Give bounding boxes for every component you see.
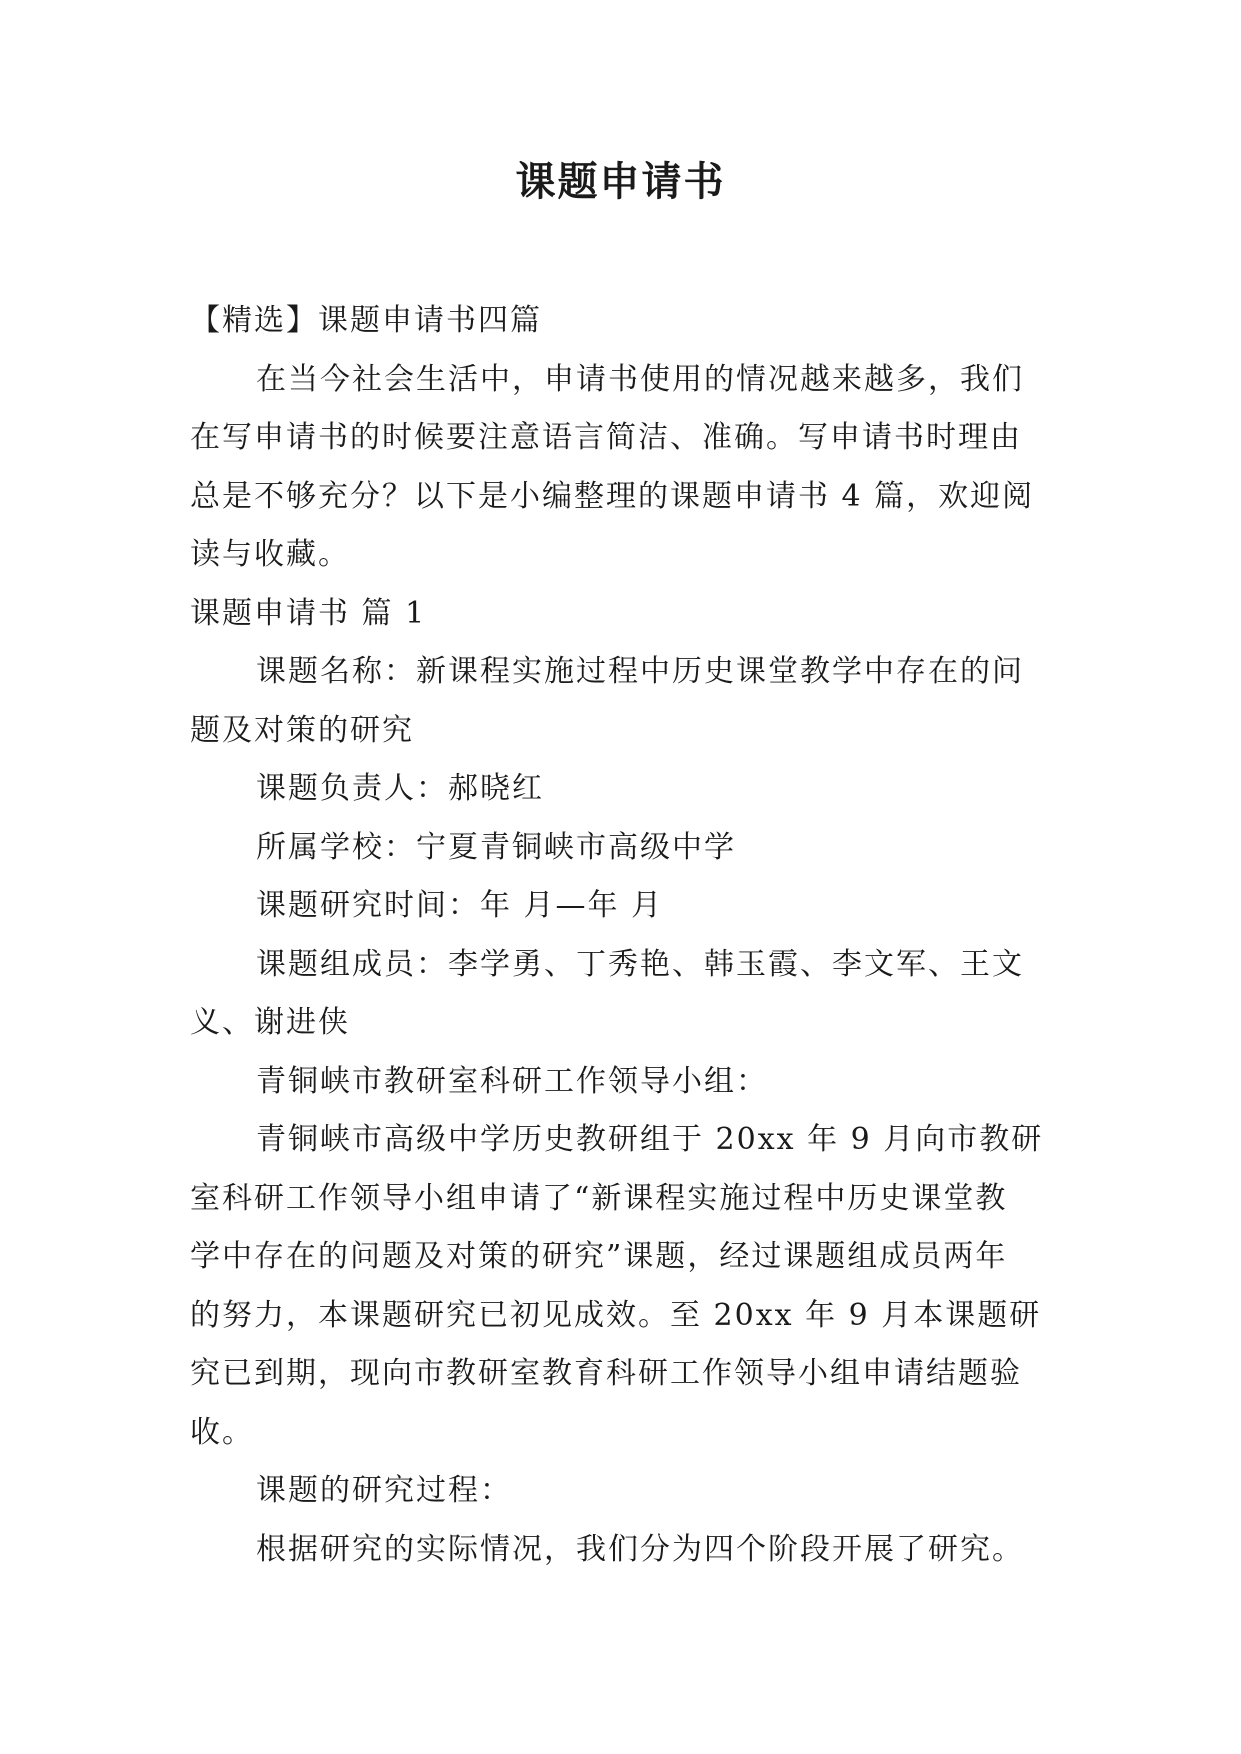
paragraph-line: 总是不够充分？以下是小编整理的课题申请书 4 篇，欢迎阅 xyxy=(190,478,1035,514)
paragraph-line: 青铜峡市教研室科研工作领导小组： xyxy=(256,1063,768,1099)
paragraph-line: 收。 xyxy=(190,1414,254,1450)
document-body xyxy=(190,292,1050,1579)
paragraph-line: 根据研究的实际情况，我们分为四个阶段开展了研究。 xyxy=(256,1531,1024,1567)
paragraph-line: 课题组成员：李学勇、丁秀艳、韩玉霞、李文军、王文 xyxy=(256,946,1024,982)
paragraph-line: 的努力，本课题研究已初见成效。至 20xx 年 9 月本课题研 xyxy=(190,1297,1042,1333)
paragraph-line: 青铜峡市高级中学历史教研组于 20xx 年 9 月向市教研 xyxy=(256,1122,1044,1157)
paragraph-line: 所属学校：宁夏青铜峡市高级中学 xyxy=(256,829,736,865)
paragraph-line: 课题名称：新课程实施过程中历史课堂教学中存在的问 xyxy=(256,654,1024,689)
paragraph-line: 室科研工作领导小组申请了“新课程实施过程中历史课堂教 xyxy=(190,1180,1008,1216)
paragraph-line: 题及对策的研究 xyxy=(190,712,414,748)
paragraph-line: 【精选】课题申请书四篇 xyxy=(190,303,542,338)
section-heading: 课题申请书 篇 1 xyxy=(190,595,427,631)
paragraph-line: 学中存在的问题及对策的研究”课题，经过课题组成员两年 xyxy=(190,1239,1008,1274)
paragraph-line: 在当今社会生活中，申请书使用的情况越来越多，我们 xyxy=(256,361,1024,397)
paragraph-line: 课题研究时间：年 月—年 月 xyxy=(256,888,664,923)
paragraph-line: 课题负责人：郝晓红 xyxy=(256,771,544,806)
document-title: 课题申请书 xyxy=(515,158,726,205)
paragraph-line: 读与收藏。 xyxy=(190,537,350,572)
paragraph-line: 在写申请书的时候要注意语言简洁、准确。写申请书时理由 xyxy=(190,420,1022,455)
paragraph-line: 究已到期，现向市教研室教育科研工作领导小组申请结题验 xyxy=(190,1356,1022,1391)
paragraph-line: 义、谢进侠 xyxy=(190,1005,350,1040)
paragraph-line: 课题的研究过程： xyxy=(256,1473,512,1508)
